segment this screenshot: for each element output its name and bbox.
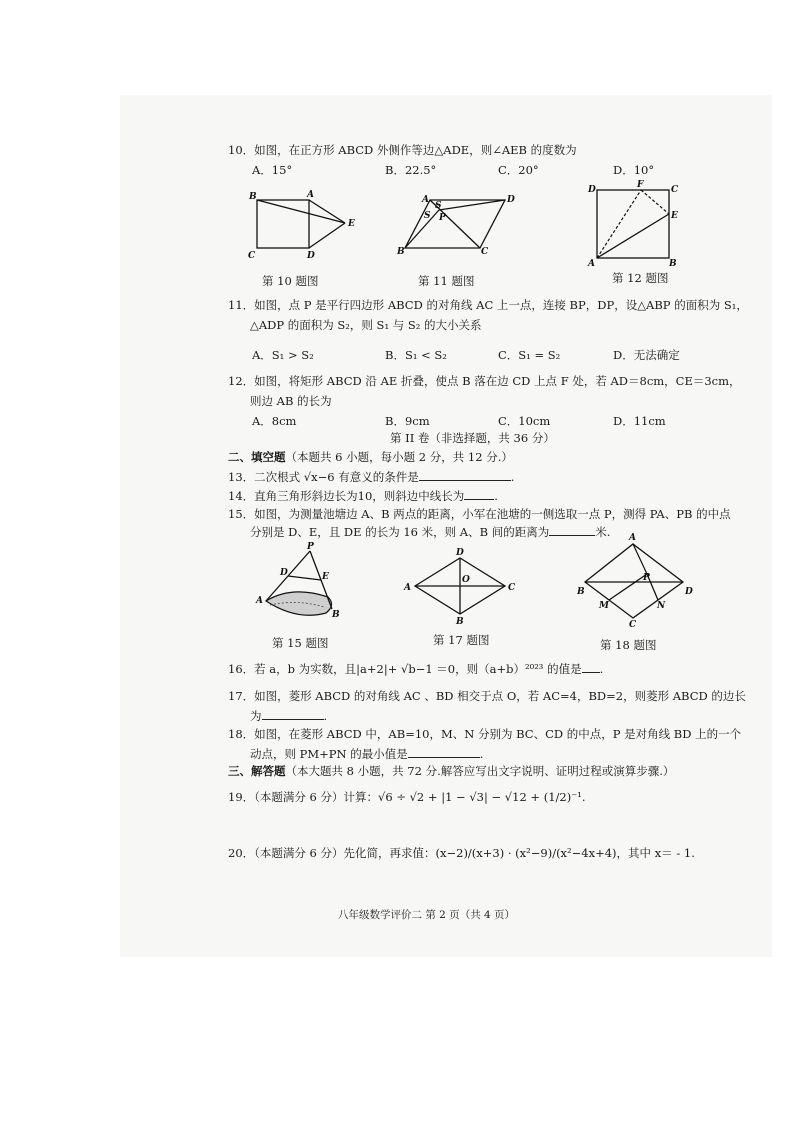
figure-11 (395, 188, 525, 263)
q20 (228, 846, 695, 861)
svg-text:D: D (685, 587, 693, 597)
q17-line1: 17．如图，菱形 ABCD 的对角线 AC 、BD 相交于点 O，若 AC=4，BD=2，则菱形 ABCD 的边长 (228, 689, 746, 703)
q12-option-d: D．11cm (613, 414, 666, 428)
q10-option-c: C．20° (498, 163, 539, 177)
q12-option-c: C．10cm (498, 414, 551, 428)
q16-text: 16．若 a，b 为实数，且|a+2|+ √b−1 ＝0，则（a+b）²⁰²³ 的值是 (228, 662, 582, 676)
svg-text:O: O (462, 575, 470, 585)
page-footer: 八年级数学评价二 第 2 页（共 4 页） (338, 909, 516, 921)
svg-text:M: M (599, 601, 609, 611)
q20-expression: (x−2)/(x+3) · (x²−9)/(x²−4x+4)，其中 x＝ - 1. (435, 846, 695, 860)
q11-line1: 11．如图，点 P 是平行四边形 ABCD 的对角线 AC 上一点，连接 BP，DP，设△ABP 的面积为 S₁， (228, 298, 748, 312)
svg-text:P: P (307, 542, 314, 552)
q19 (228, 790, 586, 805)
q18-blank[interactable] (408, 746, 480, 758)
q14: 14．直角三角形斜边长为10，则斜边中线长为 . (228, 489, 498, 503)
q16: 16．若 a，b 为实数，且|a+2|+ √b−1 ＝0，则（a+b）²⁰²³ 的值是 . (228, 662, 604, 676)
q15-line1: 15．如图，为测量池塘边 A、B 两点的距离，小军在池塘的一侧选取一点 P，测得 PA、PB 的中点 (228, 507, 731, 521)
svg-text:S: S (435, 201, 442, 211)
svg-text:C: C (508, 583, 516, 593)
q18-line1: 18．如图，在菱形 ABCD 中，AB=10，M、N 分别为 BC、CD 的中点，P 是对角线 BD 上的一个 (228, 727, 742, 741)
svg-text:C: C (248, 251, 256, 261)
q10-option-d: D．10° (613, 163, 655, 177)
svg-text:A: A (588, 259, 595, 269)
svg-text:A: A (256, 596, 263, 606)
svg-text:C: C (671, 185, 679, 195)
figure-18 (575, 532, 695, 630)
svg-text:N: N (657, 601, 666, 611)
svg-text:D: D (507, 195, 515, 205)
svg-text:E: E (348, 219, 355, 229)
q11-option-c: C．S₁ = S₂ (498, 348, 561, 362)
svg-text:C: C (481, 247, 489, 257)
svg-text:D: D (456, 548, 464, 558)
q10-option-a: A．15° (252, 163, 293, 177)
svg-text:E: E (671, 211, 678, 221)
q14-blank[interactable] (464, 488, 494, 500)
section3-note: （本大题共 8 小题，共 72 分.解答应写出文字说明、证明过程或演算步骤.） (285, 764, 675, 778)
section3-header (228, 764, 674, 779)
section2-heading: 二、填空题 (228, 450, 286, 464)
svg-text:B: B (397, 247, 405, 257)
svg-text:E: E (322, 572, 329, 582)
q11-line2: △ADP 的面积为 S₂，则 S₁ 与 S₂ 的大小关系 (250, 318, 482, 332)
svg-text:B: B (456, 617, 464, 627)
q18-line2: 动点，则 PM+PN 的最小值是 . (250, 747, 484, 761)
q13: 13．二次根式 √x−6 有意义的条件是 . (228, 470, 515, 484)
figure-15 (252, 542, 352, 625)
part2-title: 第 II 卷（非选择题，共 36 分） (390, 431, 555, 445)
q11-option-b: B．S₁ < S₂ (385, 348, 447, 362)
q12-line2: 则边 AB 的长为 (250, 394, 332, 408)
svg-text:A: A (629, 533, 636, 543)
figure-10 (245, 188, 365, 263)
section3-heading: 三、解答题 (228, 764, 286, 778)
figure-17 (400, 550, 525, 625)
svg-text:B: B (249, 192, 257, 202)
q16-blank[interactable] (582, 661, 600, 673)
svg-text:B: B (669, 259, 677, 269)
svg-text:D: D (280, 568, 288, 578)
svg-text:D: D (307, 251, 315, 261)
figure-15-caption: 第 15 题图 (272, 636, 329, 650)
q11-option-a: A．S₁ > S₂ (252, 348, 314, 362)
q10-option-b: B．22.5° (385, 163, 437, 177)
svg-text:P: P (643, 573, 650, 583)
svg-text:F: F (637, 180, 644, 190)
q14-text: 14．直角三角形斜边长为10，则斜边中线长为 (228, 489, 465, 503)
figure-10-caption: 第 10 题图 (262, 274, 319, 288)
q17-blank[interactable] (262, 708, 324, 720)
q11-option-d: D．无法确定 (613, 348, 680, 362)
section2-header (228, 450, 513, 465)
q17-line2: 为 . (250, 709, 328, 723)
q13-blank[interactable] (419, 469, 511, 481)
svg-text:A: A (404, 583, 411, 593)
q13-text: 13．二次根式 √x−6 有意义的条件是 (228, 470, 419, 484)
q12-option-b: B．9cm (385, 414, 430, 428)
svg-text:B: B (577, 587, 585, 597)
q12-line1: 12．如图，将矩形 ABCD 沿 AE 折叠，使点 B 落在边 CD 上点 F 处，若 AD＝8cm，CE＝3cm， (228, 374, 741, 388)
section2-note: （本题共 6 小题，每小题 2 分，共 12 分.） (285, 450, 513, 464)
q19-expression: √6 ÷ √2 + |1 − √3| − √12 + (1/2)⁻¹. (378, 790, 586, 804)
figure-12 (585, 182, 685, 267)
q15-line2: 分别是 D、E，且 DE 的长为 16 米，则 A、B 间的距离为 米. (250, 525, 611, 539)
svg-text:C: C (629, 620, 637, 630)
q10-stem: 10．如图，在正方形 ABCD 外侧作等边△ADE，则∠AEB 的度数为 (228, 143, 577, 157)
figure-17-caption: 第 17 题图 (433, 633, 490, 647)
figure-11-caption: 第 11 题图 (418, 274, 475, 288)
svg-text:B: B (332, 610, 340, 620)
q20-label: 20．（本题满分 6 分）先化简，再求值： (228, 846, 436, 860)
svg-text:A: A (422, 195, 429, 205)
q12-option-a: A．8cm (252, 414, 297, 428)
svg-text:D: D (588, 185, 596, 195)
figure-12-caption: 第 12 题图 (612, 271, 669, 285)
svg-text:S: S (424, 211, 431, 221)
svg-text:P: P (439, 213, 446, 223)
svg-text:A: A (307, 190, 314, 200)
q19-label: 19．（本题满分 6 分）计算： (228, 790, 379, 804)
figure-18-caption: 第 18 题图 (600, 638, 657, 652)
